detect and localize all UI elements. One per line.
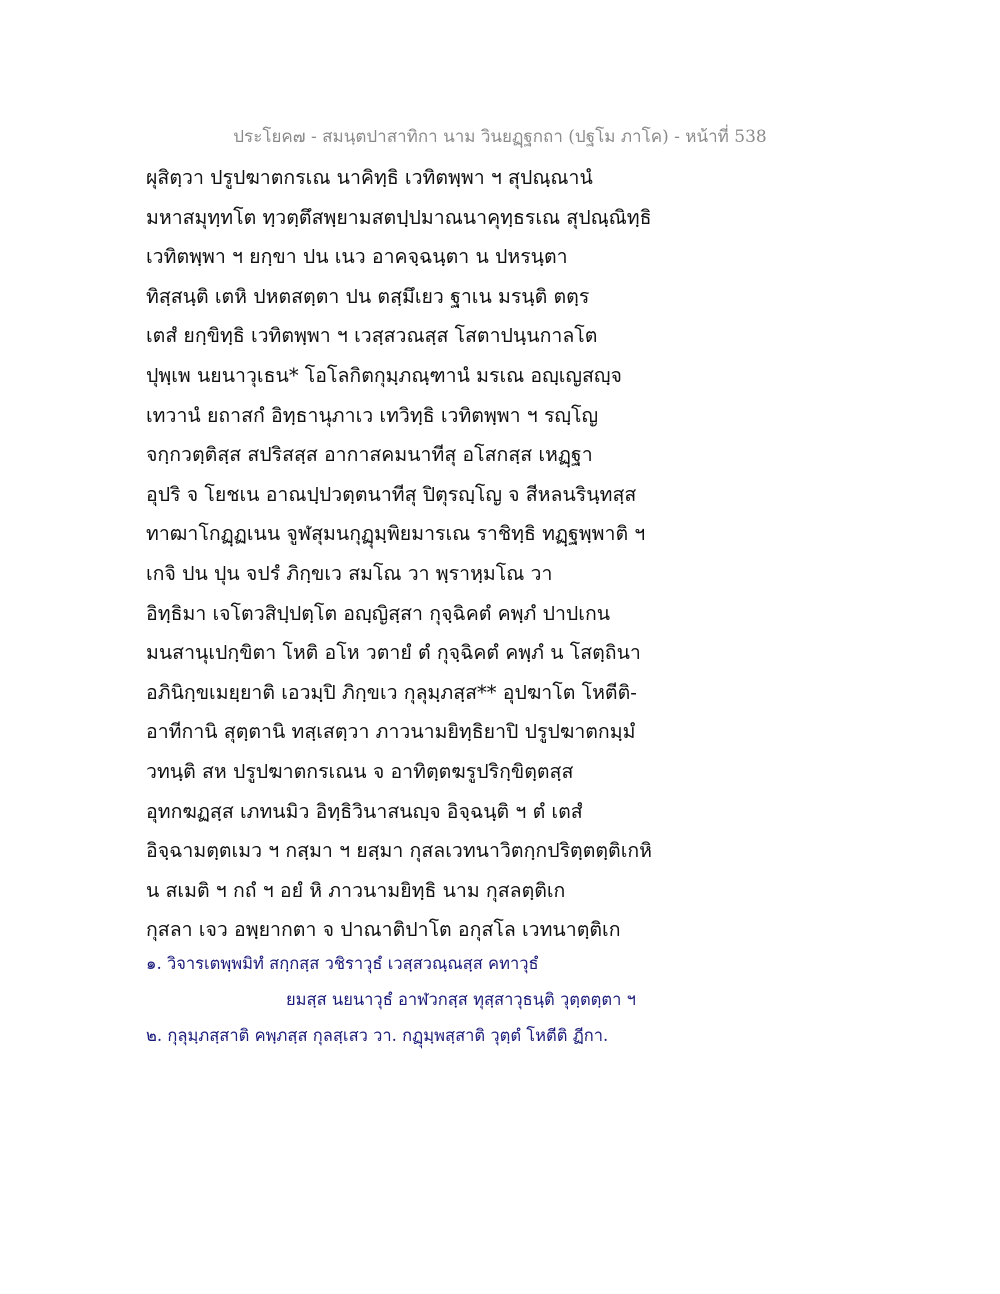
body-line: กุสลา เจว อพฺยากตา จ ปาณาติปาโต อกุสโล เวทนาตฺติเก	[146, 918, 621, 942]
body-line: ปุพฺเพ นยนาวุเธน* โอโลกิตกุมฺภณฺฑานํ มรเณ อญฺเญสญฺจ	[146, 363, 622, 387]
page-header: ประโยค๗ - สมนฺตปาสาทิกา นาม วินยฏฺฐกถา (ปฐโม ภาโค) - หน้าที่ 538	[233, 127, 767, 147]
footnote-1: ๑. วิจารเตพฺพมิทํ สกฺกสฺส วชิราวุธํ เวสฺสวณฺณสฺส คทาวุธํ	[146, 954, 539, 973]
body-line: ทาฒาโกฏฺฏเนน จูฬสุมนกุฏุมฺพิยมารเณ ราชิทฺธิ ทฏฺฐพฺพาติ ฯ	[146, 522, 646, 546]
body-line: เตสํ ยกฺขิทฺธิ เวทิตพฺพา ฯ เวสฺสวณสฺส โสตาปนฺนกาลโต	[146, 324, 598, 348]
footnote-1-continuation: ยมสฺส นยนาวุธํ อาฬวกสฺส ทุสฺสาวุธนฺติ วุตฺตตฺตา ฯ	[286, 990, 636, 1009]
body-line: วทนฺติ สห ปรูปฆาตกรเณน จ อาทิตฺตฆรูปริกฺขิตฺตสฺส	[146, 759, 574, 783]
body-line: อาทีกานิ สุตฺตานิ ทสฺเสตฺวา ภาวนามยิทฺธิยาปิ ปรูปฆาตกมฺมํ	[146, 720, 636, 744]
body-line: อิจฺฉามตฺตเมว ฯ กสฺมา ฯ ยสฺมา กุสลเวทนาวิตกฺกปริตฺตตฺติเกหิ	[146, 839, 653, 863]
body-line: น สเมติ ฯ กถํ ฯ อยํ หิ ภาวนามยิทฺธิ นาม กุสลตฺติเก	[146, 878, 566, 902]
body-line: เกจิ ปน ปุน จปรํ ภิกฺขเว สมโณ วา พฺราหฺมโณ วา	[146, 561, 553, 585]
body-line: มหาสมุทฺทโต ทฺวตฺตึสพฺยามสตปฺปมาณนาคุทฺธรเณ สุปณฺณิทฺธิ	[146, 205, 652, 229]
body-line: เทวานํ ยถาสกํ อิทฺธานุภาเว เทวิทฺธิ เวทิตพฺพา ฯ รญฺโญ	[146, 403, 599, 427]
body-line: ผุสิตฺวา ปรูปฆาตกรเณ นาคิทฺธิ เวทิตพฺพา ฯ สุปณฺณานํ	[146, 166, 593, 189]
footnote-2: ๒. กุลุมฺภสฺสาติ คพฺภสฺส กุลสฺเสว วา. กฏุมฺพสฺสาติ วุตฺตํ โหตีติ ฏีกา.	[146, 1026, 609, 1045]
body-line: เวทิตพฺพา ฯ ยกฺขา ปน เนว อาคจฺฉนฺตา น ปหรนฺตา	[146, 245, 568, 269]
body-line: มนสานุเปกฺขิตา โหติ อโห วตายํ ตํ กุจฺฉิคตํ คพฺภํ น โสตฺถินา	[146, 641, 641, 665]
body-line: อิทฺธิมา เจโตวสิปฺปตฺโต อญฺญิสฺสา กุจฺฉิคตํ คพฺภํ ปาปเกน	[146, 601, 611, 625]
footnotes	[146, 946, 706, 1054]
body-line: อุทกฆฏสฺส เภทนมิว อิทฺธิวินาสนญฺจ อิจฺฉนฺติ ฯ ตํ เตสํ	[146, 799, 583, 823]
body-line: จกฺกวตฺติสฺส สปริสสฺส อากาสคมนาทีสุ อโสกสฺส เหฏฺฐา	[146, 443, 593, 467]
body-line: อภินิกฺขเมยฺยาติ เอวมฺปิ ภิกฺขเว กุลุมฺภสฺส** อุปฆาโต โหตีติ-	[146, 680, 637, 704]
body-line: ทิสฺสนฺติ เตหิ ปหตสตฺตา ปน ตสฺมึเยว ฐาเน มรนฺติ ตตฺร	[146, 284, 590, 308]
body-text	[146, 158, 706, 950]
body-line: อุปริ จ โยชเน อาณปฺปวตฺตนาทีสุ ปิตุรญฺโญ จ สีหลนรินฺทสฺส	[146, 482, 637, 506]
